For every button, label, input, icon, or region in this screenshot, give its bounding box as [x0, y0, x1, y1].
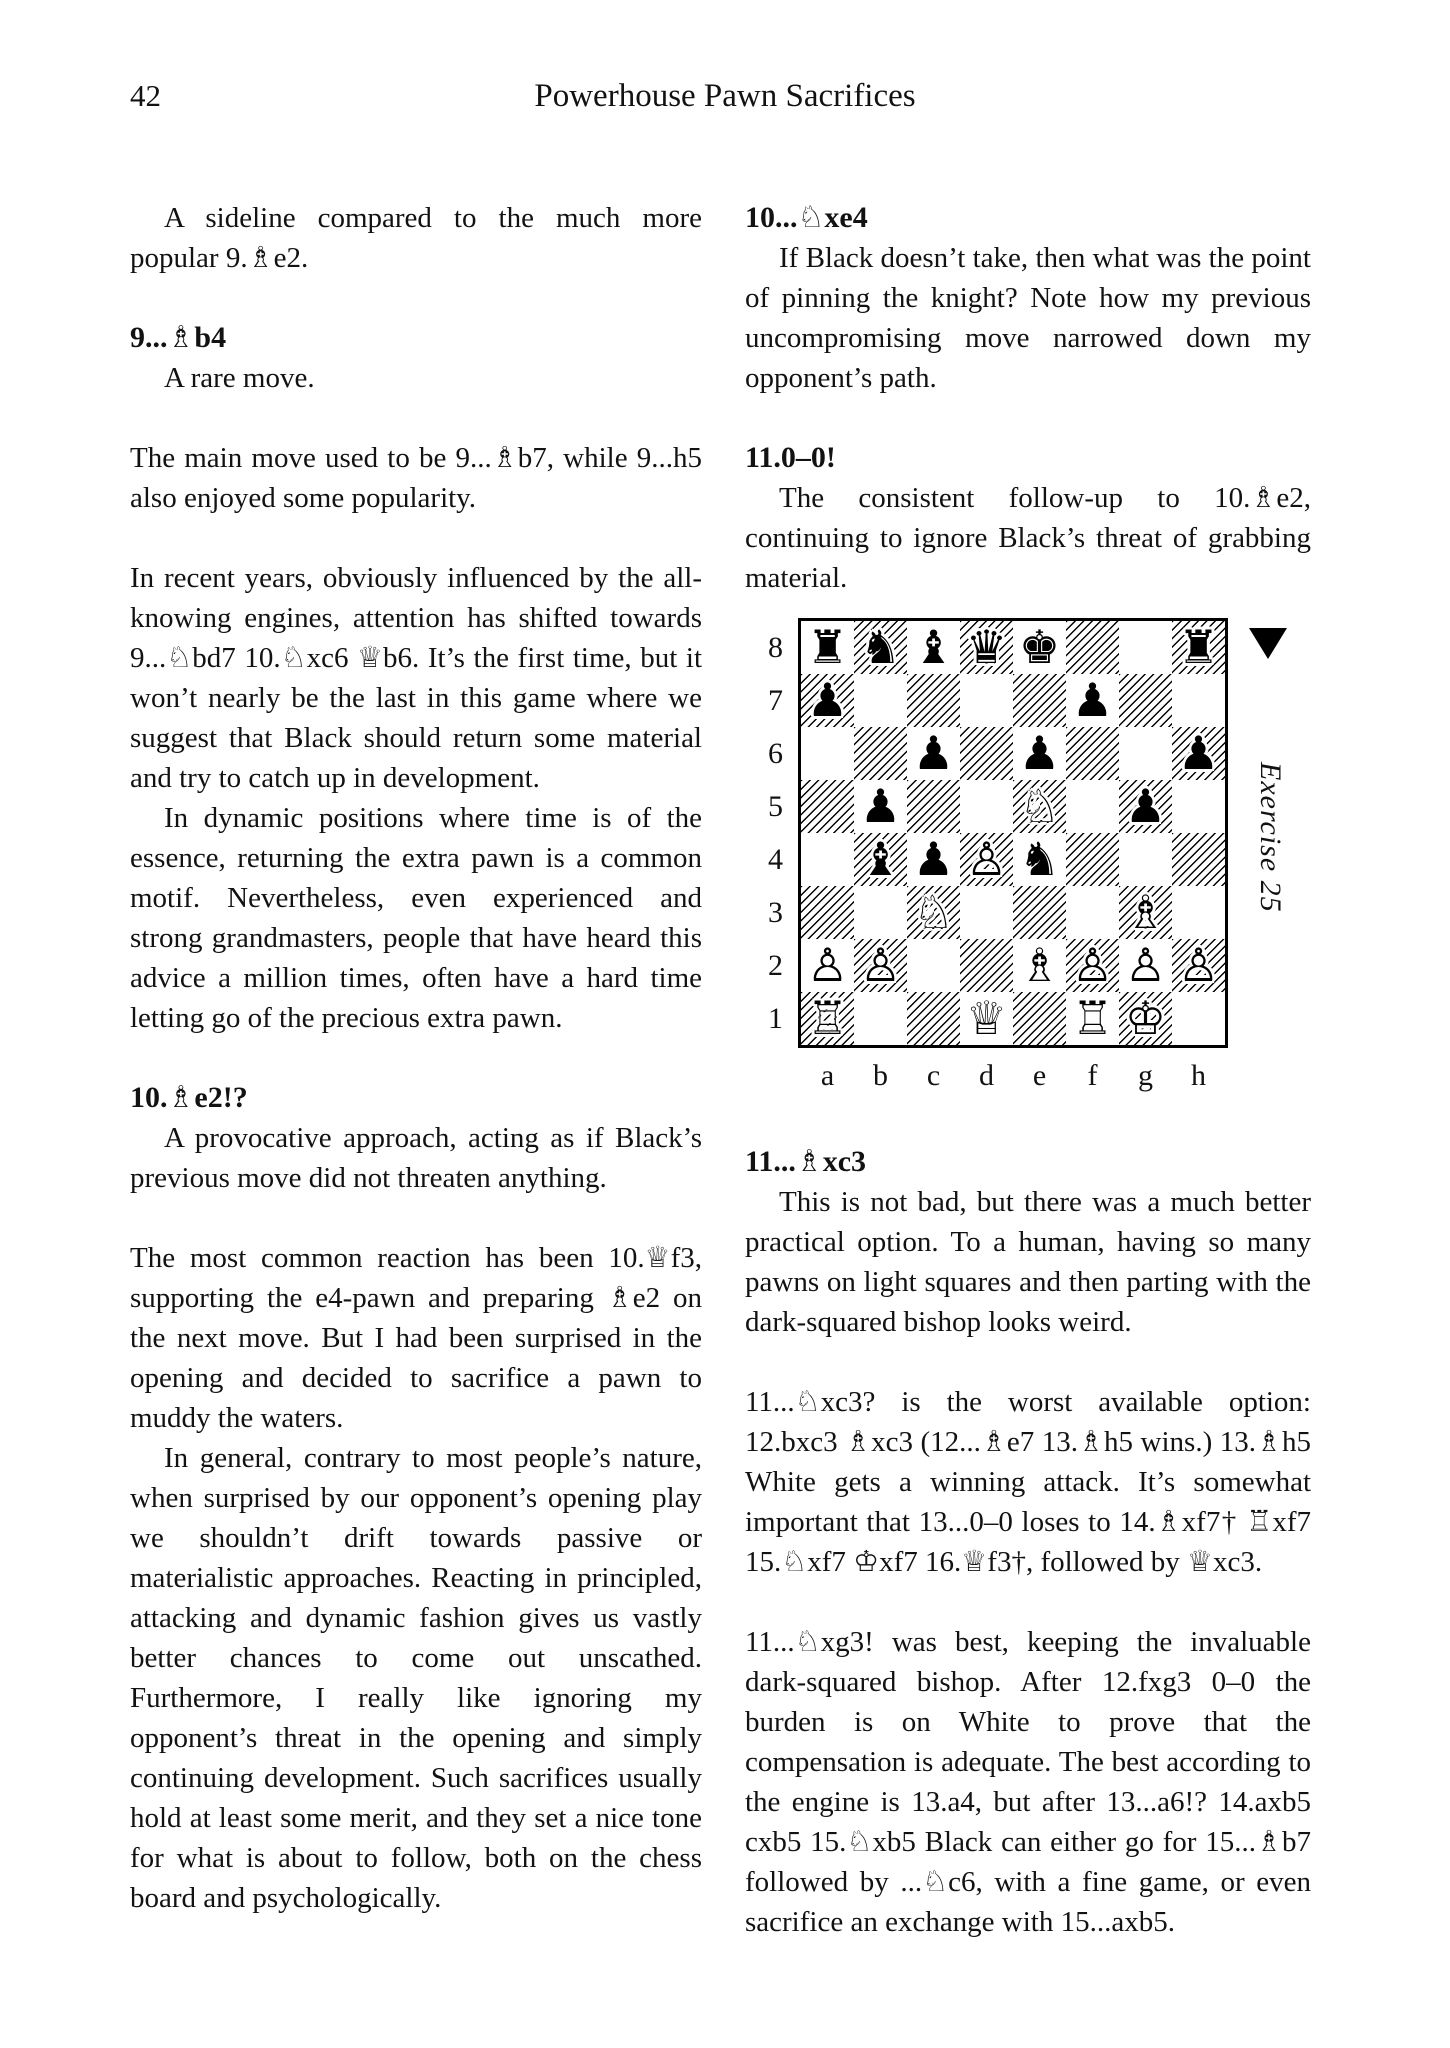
board-square: [960, 621, 1013, 674]
board-square: [960, 780, 1013, 833]
board-square: [854, 780, 907, 833]
chess-piece: ♙: [806, 938, 849, 992]
board-square: [960, 886, 1013, 939]
board-square: [1066, 833, 1119, 886]
board-square: [1172, 939, 1225, 992]
board-square: [907, 886, 960, 939]
chess-piece: ♙: [1124, 938, 1167, 992]
chess-piece: ♜: [806, 620, 849, 674]
paragraph: A provocative approach, acting as if Black’s previous move did not threaten anything.: [130, 1122, 702, 1194]
rank-label: 8: [768, 631, 783, 664]
chess-piece: ♘: [912, 885, 955, 939]
board-square: [1066, 939, 1119, 992]
left-column: [130, 198, 702, 1918]
board-square: [854, 833, 907, 886]
move-heading: 9...♗b4: [130, 321, 227, 354]
chess-piece: ♝: [859, 832, 902, 886]
board-square: [1119, 727, 1172, 780]
chess-piece: ♙: [1177, 938, 1220, 992]
chess-diagram: [745, 614, 1311, 1114]
board-square: [1013, 780, 1066, 833]
running-head: [0, 78, 1450, 122]
board-square: [801, 780, 854, 833]
chess-board: [798, 618, 1228, 1048]
board-square: [907, 621, 960, 674]
paragraph: 11...♘xg3! was best, keeping the invaluable dark-squared bishop. After 12.fxg3 0–0 the burden is on White to prove that the compensation is adequate. The best according to the engine is 13.a4, but after 13...a6!? 14.axb5 cxb5 15.♘xb5 Black can either go for 15...♗b7 followed by ...♘c6, with a fine game, or even sacrifice an exchange with 15...axb5.: [745, 1626, 1311, 1938]
right-column: [745, 198, 1311, 1942]
paragraph: 11...♘xc3? is the worst available option: 12.bxc3 ♗xc3 (12...♗e7 13.♗h5 wins.) 13.♗h5 White gets a winning attack. It’s somewhat important that 13...0–0 loses to 14.♗xf7† ♖xf7 15.♘xf7 ♔xf7 16.♕f3†, followed by ♕xc3.: [745, 1386, 1311, 1578]
board-square: [907, 674, 960, 727]
board-square: [1066, 780, 1119, 833]
chess-piece: ♞: [859, 620, 902, 674]
chess-piece: ♙: [1071, 938, 1114, 992]
rank-label: 7: [768, 684, 783, 717]
chess-piece: ♕: [965, 991, 1008, 1045]
board-square: [801, 886, 854, 939]
paragraph: In general, contrary to most people’s nature, when surprised by our opponent’s opening play we shouldn’t drift towards passive or materialistic approaches. Reacting in principled, attacking and dynamic fashion gives us vastly better chances to come out unscathed. Furthermore, I really like ignoring my opponent’s threat in the opening and simply continuing development. Such sacrifices usually hold at least some merit, and they set a nice tone for what is about to follow, both on the chess board and psychologically.: [130, 1442, 702, 1914]
board-square: [907, 833, 960, 886]
board-square: [1172, 992, 1225, 1045]
file-label: a: [820, 1059, 835, 1092]
file-label: c: [926, 1059, 941, 1092]
board-square: [801, 727, 854, 780]
move-heading: 11.0–0!: [745, 441, 836, 474]
board-square: [854, 621, 907, 674]
rank-label: 1: [768, 1002, 783, 1035]
chess-piece: ♖: [806, 991, 849, 1045]
chess-piece: ♛: [965, 620, 1008, 674]
board-square: [1119, 780, 1172, 833]
board-square: [801, 833, 854, 886]
board-square: [1172, 833, 1225, 886]
board-square: [1013, 886, 1066, 939]
black-to-move-triangle-icon: [1249, 628, 1287, 659]
paragraph: A sideline compared to the much more popular 9.♗e2.: [130, 202, 702, 274]
file-label: e: [1032, 1059, 1047, 1092]
chess-piece: ♟: [1018, 726, 1061, 780]
board-square: [1119, 621, 1172, 674]
file-label: h: [1191, 1059, 1206, 1092]
board-square: [960, 674, 1013, 727]
rank-label: 5: [768, 790, 783, 823]
board-square: [854, 939, 907, 992]
board-square: [960, 992, 1013, 1045]
chess-piece: ♞: [1018, 832, 1061, 886]
board-square: [1066, 674, 1119, 727]
rank-labels: [745, 621, 783, 1045]
board-square: [1119, 939, 1172, 992]
move-heading: 10.♗e2!?: [130, 1081, 248, 1114]
board-square: [1119, 833, 1172, 886]
board-square: [907, 939, 960, 992]
chess-piece: ♟: [806, 673, 849, 727]
chess-piece: ♝: [912, 620, 955, 674]
board-square: [1066, 727, 1119, 780]
file-label: f: [1087, 1059, 1098, 1092]
rank-label: 4: [768, 843, 783, 876]
paragraph: A rare move.: [164, 362, 315, 394]
board-square: [1172, 727, 1225, 780]
book-title: Powerhouse Pawn Sacrifices: [534, 78, 916, 114]
file-label: g: [1138, 1059, 1153, 1092]
chess-piece: ♙: [859, 938, 902, 992]
rank-label: 6: [768, 737, 783, 770]
board-square: [801, 992, 854, 1045]
chess-piece: ♘: [1018, 779, 1061, 833]
paragraph: The main move used to be 9...♗b7, while 9...h5 also enjoyed some popularity.: [130, 442, 702, 514]
page-number: 42: [130, 78, 161, 113]
board-square: [1013, 727, 1066, 780]
board-square: [801, 939, 854, 992]
board-square: [1172, 674, 1225, 727]
board-square: [1119, 674, 1172, 727]
board-square: [1066, 992, 1119, 1045]
chess-piece: ♗: [1018, 938, 1061, 992]
board-square: [1172, 621, 1225, 674]
paragraph: In dynamic positions where time is of the essence, returning the extra pawn is a common motif. Nevertheless, even experienced and strong grandmasters, people that have heard this advice a million times, often have a hard time letting go of the precious extra pawn.: [130, 802, 702, 1034]
board-square: [907, 780, 960, 833]
chess-piece: ♟: [1124, 779, 1167, 833]
board-square: [1119, 992, 1172, 1045]
chess-piece: ♟: [1177, 726, 1220, 780]
chess-piece: ♔: [1124, 991, 1167, 1045]
board-square: [1013, 939, 1066, 992]
chess-piece: ♟: [859, 779, 902, 833]
board-square: [801, 621, 854, 674]
board-square: [960, 833, 1013, 886]
paragraph: The most common reaction has been 10.♕f3, supporting the e4-pawn and preparing ♗e2 on the next move. But I had been surprised in the opening and decided to sacrifice a pawn to muddy the waters.: [130, 1242, 702, 1434]
board-square: [1119, 886, 1172, 939]
board-square: [1172, 886, 1225, 939]
paragraph: The consistent follow-up to 10.♗e2, continuing to ignore Black’s threat of grabbing material.: [745, 482, 1311, 594]
chess-piece: ♟: [1071, 673, 1114, 727]
chess-piece: ♗: [1124, 885, 1167, 939]
board-square: [1013, 833, 1066, 886]
board-square: [854, 727, 907, 780]
chess-piece: ♚: [1018, 620, 1061, 674]
paragraph: This is not bad, but there was a much better practical option. To a human, having so many pawns on light squares and then parting with the dark-squared bishop looks weird.: [745, 1186, 1311, 1338]
file-label: b: [873, 1059, 888, 1092]
chess-piece: ♟: [912, 726, 955, 780]
move-heading: 11...♗xc3: [745, 1145, 867, 1178]
board-square: [1013, 992, 1066, 1045]
board-square: [1172, 780, 1225, 833]
paragraph: In recent years, obviously influenced by the all-knowing engines, attention has shifted towards 9...♘bd7 10.♘xc6 ♕b6. It’s the first time, but it won’t nearly be the last in this game where we suggest that Black should return some material and try to catch up in development.: [130, 562, 702, 794]
chess-piece: ♜: [1177, 620, 1220, 674]
chess-piece: ♖: [1071, 991, 1114, 1045]
chess-piece: ♙: [965, 832, 1008, 886]
board-square: [854, 886, 907, 939]
file-label: d: [979, 1059, 994, 1092]
board-square: [1066, 886, 1119, 939]
exercise-label: Exercise 25: [1254, 762, 1287, 913]
board-square: [1013, 621, 1066, 674]
board-square: [907, 992, 960, 1045]
rank-label: 3: [768, 896, 783, 929]
rank-label: 2: [768, 949, 783, 982]
board-square: [960, 939, 1013, 992]
board-square: [801, 674, 854, 727]
board-square: [1013, 674, 1066, 727]
paragraph: If Black doesn’t take, then what was the point of pinning the knight? Note how my previous uncompromising move narrowed down my opponent’s path.: [745, 242, 1311, 394]
board-square: [1066, 621, 1119, 674]
board-square: [854, 674, 907, 727]
board-square: [907, 727, 960, 780]
move-heading: 10...♘xe4: [745, 201, 868, 234]
board-square: [854, 992, 907, 1045]
chess-piece: ♟: [912, 832, 955, 886]
file-labels: [801, 1056, 1225, 1096]
board-square: [960, 727, 1013, 780]
